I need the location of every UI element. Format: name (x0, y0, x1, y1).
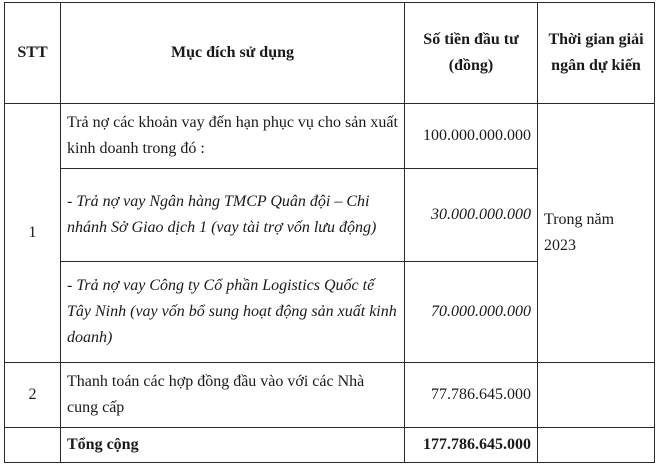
header-purpose: Mục đích sử dụng (61, 3, 405, 104)
table-header-row (5, 3, 655, 104)
header-time: Thời gian giải ngân dự kiến (538, 3, 655, 104)
total-amount: 177.786.645.000 (405, 428, 538, 463)
row-amount: 100.000.000.000 (405, 104, 538, 169)
row-amount-sub: 30.000.000.000 (405, 169, 538, 262)
row-purpose: Thanh toán các hợp đồng đầu vào với các Nhà cung cấp (61, 363, 405, 428)
row-purpose-sub: - Trả nợ vay Công ty Cổ phần Logistics Quốc tế Tây Ninh (vay vốn bổ sung hoạt động sản xuất kinh doanh) (61, 262, 405, 363)
row-amount-sub: 70.000.000.000 (405, 262, 538, 363)
row-purpose-sub: - Trả nợ vay Ngân hàng TMCP Quân đội – Chi nhánh Sở Giao dịch 1 (vay tài trợ vốn lưu động) (61, 169, 405, 262)
table-row (5, 104, 655, 169)
row-stt-1: 1 (5, 104, 61, 363)
row-amount: 77.786.645.000 (405, 363, 538, 428)
investment-table (4, 2, 655, 463)
row-stt-2: 2 (5, 363, 61, 428)
empty-cell (538, 363, 655, 428)
empty-cell (5, 428, 61, 463)
empty-cell (538, 428, 655, 463)
total-row (5, 428, 655, 463)
header-amount: Số tiền đầu tư (đồng) (405, 3, 538, 104)
table-row (5, 363, 655, 428)
disbursement-time: Trong năm 2023 (538, 104, 655, 363)
total-label: Tổng cộng (61, 428, 405, 463)
row-purpose: Trả nợ các khoản vay đến hạn phục vụ cho sản xuất kinh doanh trong đó : (61, 104, 405, 169)
header-stt: STT (5, 3, 61, 104)
